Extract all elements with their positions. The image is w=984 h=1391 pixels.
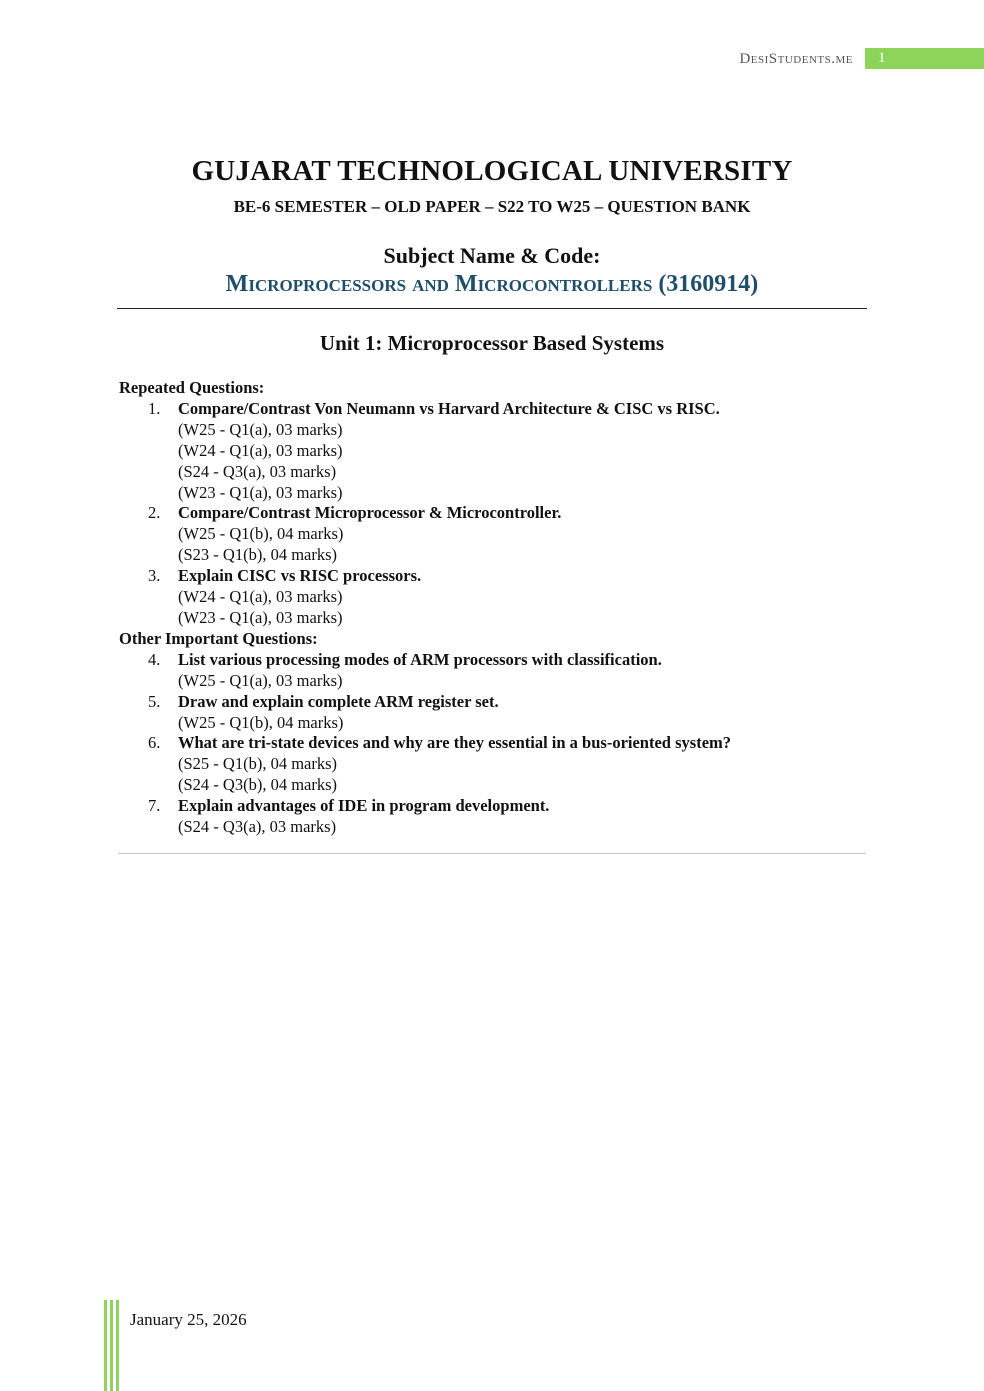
- question-reference: (W25 - Q1(b), 04 marks): [178, 712, 344, 732]
- question-number: 5.: [148, 691, 161, 711]
- question-item: [119, 733, 879, 754]
- question-number: 1.: [148, 398, 161, 418]
- question-text: Explain CISC vs RISC processors.: [178, 566, 422, 586]
- subject-label: Subject Name & Code:: [383, 243, 601, 268]
- question-reference: (S24 - Q3(a), 03 marks): [178, 461, 337, 481]
- section-heading-other: Other Important Questions:: [119, 628, 318, 648]
- question-reference: (S24 - Q3(a), 03 marks): [178, 817, 337, 837]
- question-reference: (W25 - Q1(b), 04 marks): [178, 524, 344, 544]
- section-heading-repeated: Repeated Questions:: [119, 378, 265, 397]
- question-item: [119, 650, 879, 671]
- footer-date: January 25, 2026: [130, 1310, 247, 1329]
- footer-accent-bars: [104, 1300, 120, 1391]
- page-number-badge: 1: [865, 48, 984, 69]
- question-item: [119, 399, 879, 420]
- question-number: 3.: [148, 566, 161, 586]
- subject-name: Microprocessors and Microcontrollers (3160914): [225, 271, 759, 297]
- document-subtitle: BE-6 SEMESTER – OLD PAPER – S22 TO W25 – QUESTION BANK: [233, 197, 751, 216]
- question-reference: (S23 - Q1(b), 04 marks): [178, 545, 338, 565]
- content-end-divider: [118, 853, 866, 854]
- question-text: List various processing modes of ARM processors with classification.: [178, 649, 662, 669]
- question-number: 7.: [148, 796, 161, 816]
- question-text: Compare/Contrast Von Neumann vs Harvard Architecture & CISC vs RISC.: [178, 398, 720, 418]
- question-reference: (W25 - Q1(a), 03 marks): [178, 670, 343, 690]
- title-divider: [117, 308, 867, 309]
- question-text: Compare/Contrast Microprocessor & Microcontroller.: [178, 503, 562, 523]
- document-title: GUJARAT TECHNOLOGICAL UNIVERSITY: [191, 155, 793, 187]
- question-item: [119, 692, 879, 713]
- question-number: 4.: [148, 649, 161, 669]
- question-reference: (W24 - Q1(a), 03 marks): [178, 587, 343, 607]
- unit-title: Unit 1: Microprocessor Based Systems: [319, 331, 665, 355]
- header-site-name: DesiStudents.me: [739, 51, 853, 67]
- question-text: What are tri-state devices and why are they essential in a bus-oriented system?: [178, 733, 732, 753]
- question-number: 2.: [148, 503, 161, 523]
- question-item: [119, 566, 879, 587]
- question-text: Explain advantages of IDE in program development.: [178, 796, 550, 816]
- question-number: 6.: [148, 733, 161, 753]
- question-reference: (W24 - Q1(a), 03 marks): [178, 440, 343, 460]
- question-text: Draw and explain complete ARM register set.: [178, 691, 499, 711]
- question-item: [119, 796, 879, 817]
- question-item: [119, 503, 879, 524]
- question-reference: (W23 - Q1(a), 03 marks): [178, 482, 343, 502]
- question-reference: (W25 - Q1(a), 03 marks): [178, 419, 343, 439]
- question-list: [119, 378, 879, 838]
- question-reference: (W23 - Q1(a), 03 marks): [178, 607, 343, 627]
- question-reference: (S25 - Q1(b), 04 marks): [178, 754, 338, 774]
- question-reference: (S24 - Q3(b), 04 marks): [178, 775, 338, 795]
